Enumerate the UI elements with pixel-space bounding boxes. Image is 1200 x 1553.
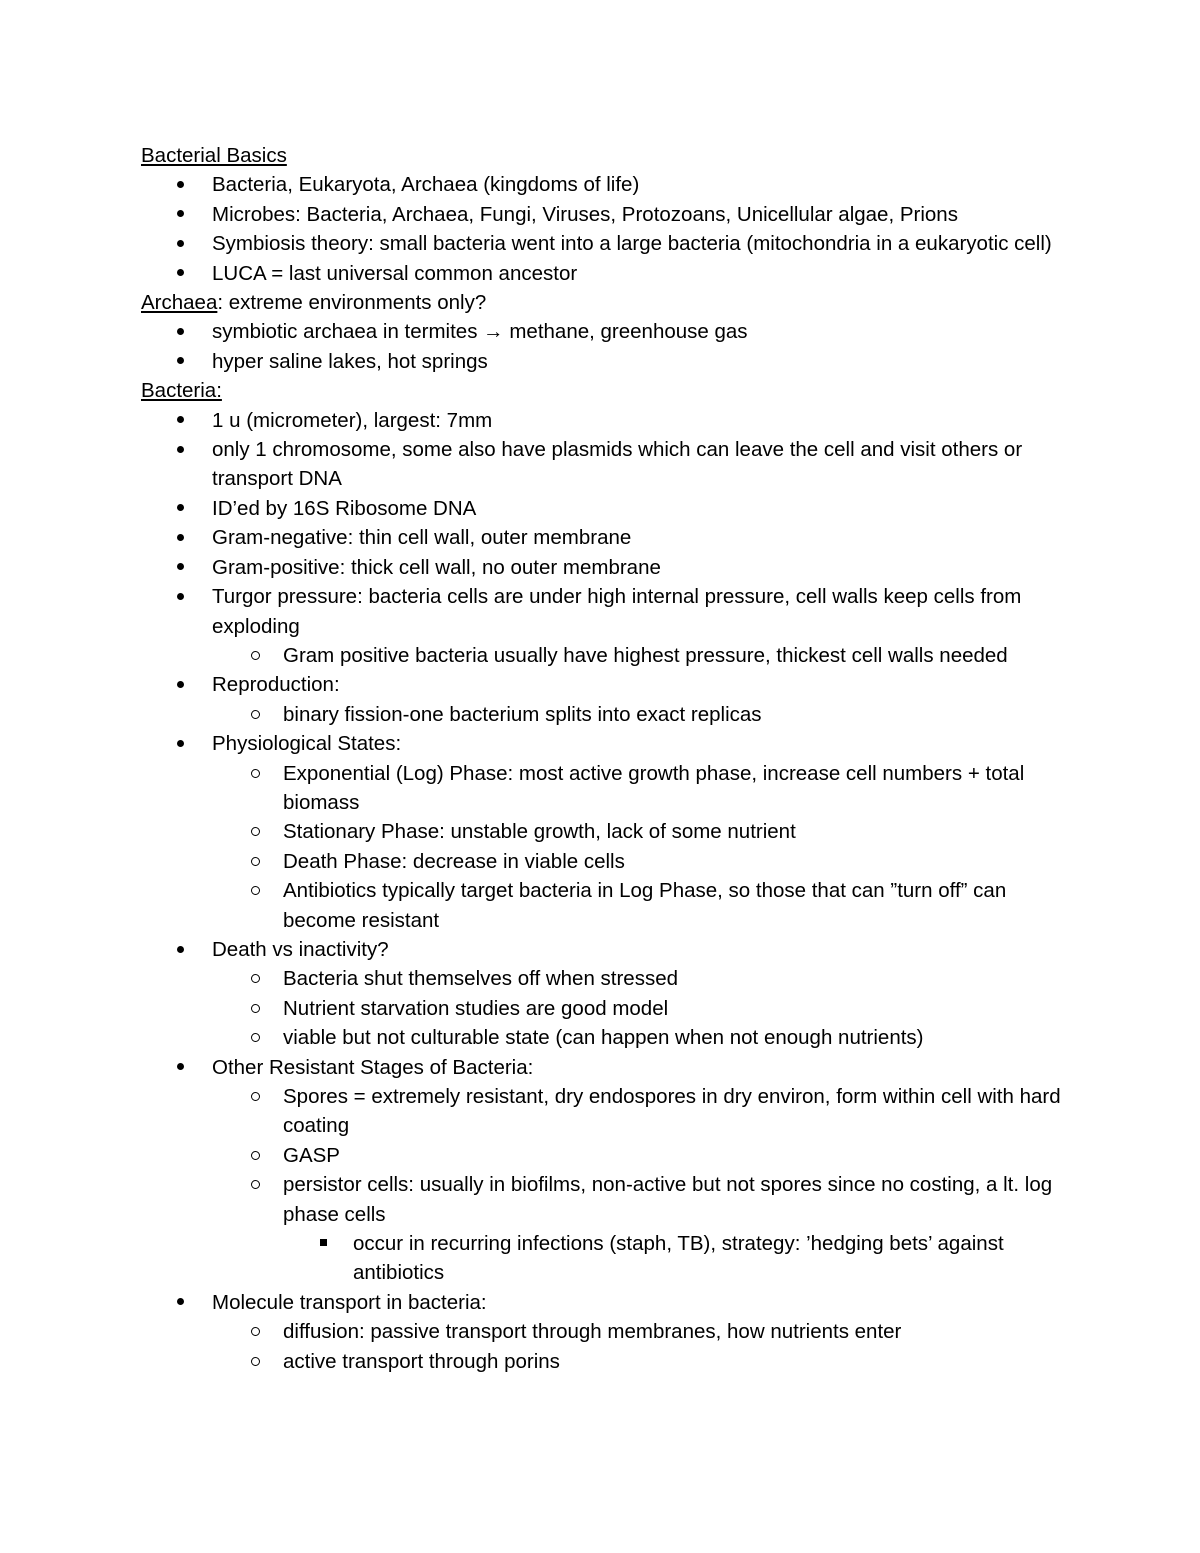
bullet-circle-icon: [245, 1170, 265, 1199]
sub-list: [141, 759, 1071, 935]
bullet-list: [141, 170, 1071, 288]
sub-list-item: Bacteria shut themselves off when stressed: [141, 964, 1071, 993]
sub-list: [141, 964, 1071, 1052]
bullet-square-icon: [313, 1229, 333, 1258]
sub-list: [141, 641, 1071, 670]
bullet-dot-icon: [170, 670, 190, 699]
bullet-circle-icon: [245, 847, 265, 876]
bullet-circle-icon: [245, 1347, 265, 1376]
list-item: symbiotic archaea in termites → methane, greenhouse gas: [141, 317, 1071, 346]
sub-list-item: Exponential (Log) Phase: most active growth phase, increase cell numbers + total biomass: [141, 759, 1071, 818]
bullet-circle-icon: [245, 817, 265, 846]
document-body: [141, 141, 1071, 1376]
bullet-list: [141, 406, 1071, 1376]
bullet-circle-icon: [245, 1023, 265, 1052]
list-item: only 1 chromosome, some also have plasmids which can leave the cell and visit others or transport DNA: [141, 435, 1071, 494]
bullet-circle-icon: [245, 1082, 265, 1111]
list-item: Microbes: Bacteria, Archaea, Fungi, Viruses, Protozoans, Unicellular algae, Prions: [141, 200, 1071, 229]
section-heading-underlined: Archaea: [141, 291, 218, 315]
sub-sub-list-item: occur in recurring infections (staph, TB), strategy: ’hedging bets’ against antibiotics: [141, 1229, 1071, 1288]
sub-list: [141, 700, 1071, 729]
bullet-dot-icon: [170, 200, 190, 229]
list-item: Other Resistant Stages of Bacteria: Spores = extremely resistant, dry endospores in dry environ, form within cell with hard coating GASP persistor cells: usually in biofilms, non-active but not spores since no costing, a lt. log phase cells occur in recurring infections (staph, TB), strategy: ’hedging bets’ against antibiotics: [141, 1053, 1071, 1288]
sub-list-item: Nutrient starvation studies are good model: [141, 994, 1071, 1023]
list-item: Gram-negative: thin cell wall, outer membrane: [141, 523, 1071, 552]
bullet-dot-icon: [170, 406, 190, 435]
list-item: Physiological States: Exponential (Log) Phase: most active growth phase, increase cell numbers + total biomass Stationary Phase: unstable growth, lack of some nutrient Death Phase: decrease in viable cells Antibiotics typically target bacteria in Log Phase, so those that can ”turn off” can become resistant: [141, 729, 1071, 935]
list-item: Turgor pressure: bacteria cells are under high internal pressure, cell walls keep cells from exploding Gram positive bacteria usually have highest pressure, thickest cell walls needed: [141, 582, 1071, 670]
bullet-circle-icon: [245, 759, 265, 788]
section-archaea: [141, 288, 1071, 376]
list-item: LUCA = last universal common ancestor: [141, 259, 1071, 288]
list-item: Bacteria, Eukaryota, Archaea (kingdoms of life): [141, 170, 1071, 199]
bullet-circle-icon: [245, 876, 265, 905]
bullet-circle-icon: [245, 964, 265, 993]
section-heading: [141, 288, 1071, 317]
bullet-circle-icon: [245, 994, 265, 1023]
sub-list-item: viable but not culturable state (can happen when not enough nutrients): [141, 1023, 1071, 1052]
list-item: Reproduction: binary fission-one bacterium splits into exact replicas: [141, 670, 1071, 729]
sub-list: [141, 1082, 1071, 1288]
bullet-circle-icon: [245, 700, 265, 729]
bullet-dot-icon: [170, 229, 190, 258]
section-bacterial-basics: [141, 141, 1071, 288]
bullet-dot-icon: [170, 729, 190, 758]
sub-list-item: binary fission-one bacterium splits into exact replicas: [141, 700, 1071, 729]
bullet-dot-icon: [170, 317, 190, 346]
bullet-dot-icon: [170, 170, 190, 199]
bullet-dot-icon: [170, 259, 190, 288]
sub-list-item: Spores = extremely resistant, dry endospores in dry environ, form within cell with hard coating: [141, 1082, 1071, 1141]
bullet-dot-icon: [170, 494, 190, 523]
sub-list-item: active transport through porins: [141, 1347, 1071, 1376]
bullet-dot-icon: [170, 582, 190, 611]
bullet-circle-icon: [245, 641, 265, 670]
sub-sub-list: [141, 1229, 1071, 1288]
list-item: Gram-positive: thick cell wall, no outer membrane: [141, 553, 1071, 582]
bullet-dot-icon: [170, 523, 190, 552]
bullet-dot-icon: [170, 1288, 190, 1317]
list-item: Molecule transport in bacteria: diffusion: passive transport through membranes, how nutrients enter active transport through porins: [141, 1288, 1071, 1376]
sub-list: [141, 1317, 1071, 1376]
list-item: hyper saline lakes, hot springs: [141, 347, 1071, 376]
bullet-dot-icon: [170, 1053, 190, 1082]
sub-list-item: persistor cells: usually in biofilms, non-active but not spores since no costing, a lt. log phase cells occur in recurring infections (staph, TB), strategy: ’hedging bets’ against antibiotics: [141, 1170, 1071, 1288]
section-heading-underlined: Bacterial Basics: [141, 144, 287, 167]
sub-list-item: Gram positive bacteria usually have highest pressure, thickest cell walls needed: [141, 641, 1071, 670]
sub-list-item: GASP: [141, 1141, 1071, 1170]
bullet-dot-icon: [170, 435, 190, 464]
list-item: Symbiosis theory: small bacteria went into a large bacteria (mitochondria in a eukaryotic cell): [141, 229, 1071, 258]
list-item: ID’ed by 16S Ribosome DNA: [141, 494, 1071, 523]
bullet-circle-icon: [245, 1141, 265, 1170]
list-item: 1 u (micrometer), largest: 7mm: [141, 406, 1071, 435]
sub-list-item: diffusion: passive transport through membranes, how nutrients enter: [141, 1317, 1071, 1346]
section-heading: [141, 141, 1071, 170]
bullet-dot-icon: [170, 347, 190, 376]
section-heading: [141, 376, 1071, 405]
bullet-dot-icon: [170, 935, 190, 964]
bullet-dot-icon: [170, 553, 190, 582]
bullet-list: [141, 317, 1071, 376]
section-heading-rest: : extreme environments only?: [217, 291, 487, 315]
sub-list-item: Antibiotics typically target bacteria in Log Phase, so those that can ”turn off” can become resistant: [141, 876, 1071, 935]
sub-list-item: Stationary Phase: unstable growth, lack of some nutrient: [141, 817, 1071, 846]
section-heading-underlined: Bacteria:: [141, 379, 222, 403]
sub-list-item: Death Phase: decrease in viable cells: [141, 847, 1071, 876]
section-bacteria: [141, 376, 1071, 1376]
bullet-circle-icon: [245, 1317, 265, 1346]
list-item: Death vs inactivity? Bacteria shut themselves off when stressed Nutrient starvation studies are good model viable but not culturable state (can happen when not enough nutrients): [141, 935, 1071, 1053]
